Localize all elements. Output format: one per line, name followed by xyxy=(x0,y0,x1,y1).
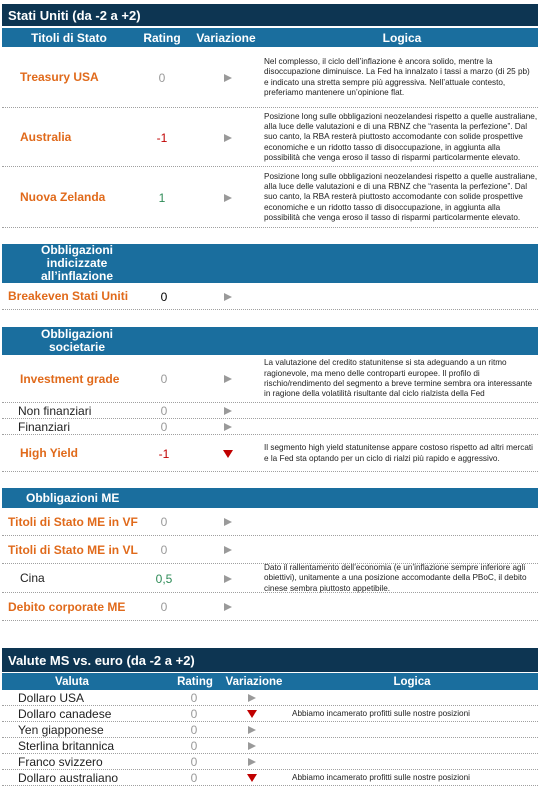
row-name: Finanziari xyxy=(18,419,71,434)
row-name: Dollaro canadese xyxy=(18,706,112,721)
header-row-fx xyxy=(2,673,538,690)
row-rating: 0 xyxy=(190,723,198,737)
table-row xyxy=(2,565,538,593)
row-logic xyxy=(292,739,532,753)
table-row xyxy=(2,723,538,738)
table-row xyxy=(2,420,538,435)
row-name: Titoli di Stato ME in VF xyxy=(8,514,138,529)
row-rating: 0 xyxy=(158,70,166,85)
arrow-right-icon xyxy=(218,565,238,592)
row-logic xyxy=(292,755,532,769)
arrow-down-icon xyxy=(218,436,238,471)
row-name: Sterlina britannica xyxy=(18,738,115,753)
row-rating: 0 xyxy=(190,739,198,753)
row-logic: Abbiamo incamerato profitti sulle nostre posizioni xyxy=(292,772,470,782)
table-row xyxy=(2,436,538,472)
row-name: Titoli di Stato ME in VL xyxy=(8,542,138,557)
arrow-right-icon xyxy=(218,420,238,434)
arrow-down-icon xyxy=(242,707,262,721)
table-row xyxy=(2,707,538,722)
table-row xyxy=(2,537,538,564)
row-logic: La valutazione del credito statunitense si sta adeguando a un ritmo ragionevole, ma meno delle controparti europee. Il profilo di rischio/rendimento del segmento a breve termine sembra ora interessante in ragione della volatilità risultante dal ciclo rialzista della Fed xyxy=(264,358,533,399)
table-row xyxy=(2,739,538,754)
table-row xyxy=(2,691,538,706)
row-logic xyxy=(292,691,532,705)
table-row xyxy=(2,284,538,310)
row-rating: -1 xyxy=(156,130,168,145)
row-logic: Posizione long sulle obbligazioni neozelandesi rispetto a quelle australiane, alla luce delle valutazioni e di una RBNZ che “rasenta la perfezione”. Dal suo canto, la RBA resterà piuttosto accomodante con solide prospettive economiche e un ridotto tasso di disoccupazione, in aggiunta alla possibilità che venga eroso il tasso di risparmi particolarmente elevato. xyxy=(264,171,538,222)
header-row-us xyxy=(2,28,538,47)
col-header-rating: Rating xyxy=(143,30,181,45)
arrow-right-icon xyxy=(242,739,262,753)
section-title-us: Stati Uniti (da -2 a +2) xyxy=(2,4,538,26)
header-corporate xyxy=(2,327,538,355)
row-name: Non finanziari xyxy=(18,403,92,418)
row-rating: 0 xyxy=(160,543,168,557)
header-em-bonds xyxy=(2,488,538,508)
arrow-right-icon xyxy=(218,48,238,107)
arrow-right-icon xyxy=(218,594,238,620)
table-row xyxy=(2,168,538,228)
row-logic: Nel complesso, il ciclo dell’inflazione è ancora solido, mentre la disoccupazione diminuisce. La Fed ha innalzato i tassi a marzo (di 25 pb) e indicato una stretta sempre più aggressiva. Nell’attuale contesto, preferiamo mantenere un’opinione flat. xyxy=(264,56,530,97)
row-logic xyxy=(292,723,532,737)
col-header-change: Variazione xyxy=(196,30,256,45)
row-logic: Il segmento high yield statunitense appare costoso rispetto ad altri mercati e la Fed sta optando per un ciclo di rialzi più rapido e aggressivo. xyxy=(264,443,533,463)
table-row xyxy=(2,356,538,403)
row-rating: 0 xyxy=(160,372,168,386)
header-inflation-linked xyxy=(2,244,538,283)
col-header-name: Titoli di Stato xyxy=(31,30,107,45)
row-name: High Yield xyxy=(20,446,79,460)
row-name: Treasury USA xyxy=(20,70,99,84)
row-name: Dollaro australiano xyxy=(18,770,119,785)
row-rating: 0 xyxy=(190,755,198,769)
row-rating: 0 xyxy=(160,515,168,529)
col-header-currency: Valuta xyxy=(55,675,89,688)
col-header-rating: Rating xyxy=(177,675,213,688)
table-row xyxy=(2,509,538,536)
row-name: Dollaro USA xyxy=(18,690,85,705)
row-name: Cina xyxy=(20,571,45,585)
row-rating: 0 xyxy=(190,691,198,705)
table-row xyxy=(2,771,538,786)
table-row xyxy=(2,404,538,419)
row-rating: -1 xyxy=(158,446,170,461)
arrow-right-icon xyxy=(218,404,238,418)
row-rating: 0 xyxy=(190,707,198,721)
arrow-right-icon xyxy=(218,109,238,166)
row-name: Yen giapponese xyxy=(18,722,104,737)
col-header-logic: Logica xyxy=(393,675,431,688)
arrow-right-icon xyxy=(242,723,262,737)
arrow-down-icon xyxy=(242,771,262,785)
table-row xyxy=(2,48,538,108)
table-row xyxy=(2,594,538,621)
row-rating: 1 xyxy=(158,190,166,205)
row-logic: Dato il rallentamento dell’economia (e un’inflazione sempre inferiore agli obiettivi), unitamente a una posizione accomodante della PBoC, il debito cinese sembra piuttosto appetibile. xyxy=(264,563,527,593)
section-header-label: Obbligazioni societarie xyxy=(41,327,113,354)
row-name: Investment grade xyxy=(20,371,120,386)
section-header-label: Obbligazioni indicizzate all’inflazione xyxy=(40,243,113,283)
arrow-right-icon xyxy=(218,356,238,402)
section-title-fx: Valute MS vs. euro (da -2 a +2) xyxy=(2,648,538,672)
row-logic: Posizione long sulle obbligazioni neozelandesi rispetto a quelle australiane, alla luce delle valutazioni e di una RBNZ che “rasenta la perfezione”. Dal suo canto, la RBA resterà piuttosto accomodante con solide prospettive economiche e un ridotto tasso di disoccupazione, in aggiunta alla possibilità che venga eroso il tasso di risparmi particolarmente elevato. xyxy=(264,111,538,162)
row-name: Nuova Zelanda xyxy=(20,190,106,204)
row-rating: 0 xyxy=(160,404,168,418)
arrow-right-icon xyxy=(218,168,238,227)
arrow-right-icon xyxy=(218,537,238,563)
row-rating: 0 xyxy=(160,600,168,614)
row-rating: 0 xyxy=(160,289,168,304)
arrow-right-icon xyxy=(242,755,262,769)
row-name: Australia xyxy=(20,130,72,144)
table-row xyxy=(2,755,538,770)
section-header-label: Obbligazioni ME xyxy=(26,491,120,505)
row-rating: 0 xyxy=(190,771,198,785)
row-name: Debito corporate ME xyxy=(8,599,126,614)
row-logic: Abbiamo incamerato profitti sulle nostre posizioni xyxy=(292,708,470,718)
arrow-right-icon xyxy=(242,691,262,705)
row-name: Breakeven Stati Uniti xyxy=(8,289,129,303)
col-header-change: Variazione xyxy=(225,675,283,688)
arrow-right-icon xyxy=(218,509,238,535)
row-name: Franco svizzero xyxy=(18,754,103,769)
row-rating: 0 xyxy=(160,420,168,434)
row-rating: 0,5 xyxy=(155,571,173,586)
arrow-right-icon xyxy=(218,284,238,309)
table-row xyxy=(2,109,538,167)
col-header-logic: Logica xyxy=(382,30,422,45)
